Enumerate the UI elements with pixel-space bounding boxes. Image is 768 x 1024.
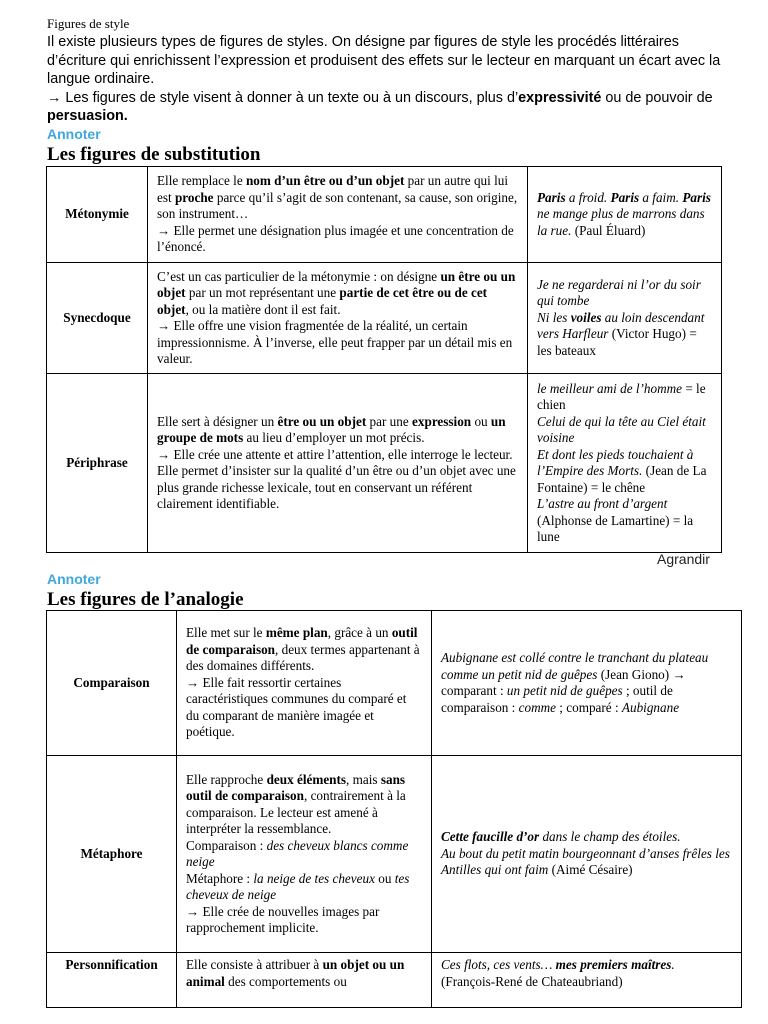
text-run: .: [671, 957, 675, 972]
intro-p2-persuasion: persuasion.: [47, 108, 128, 124]
text-run: , contrairement à la comparaison. Le lecteur est amené à interpréter la ressemblance.: [186, 788, 406, 836]
text-run: (Paul Éluard): [571, 222, 646, 238]
text-run: , ou la matière dont il est fait.: [185, 301, 341, 317]
text-run: partie de cet être ou de cet objet: [157, 285, 488, 317]
text-run: (Jean Giono) → comparant :: [441, 666, 686, 698]
term-cell: Périphrase: [47, 374, 148, 553]
table-row: [47, 756, 742, 953]
text-run: tes cheveux de neige: [186, 870, 410, 902]
description-cell: [148, 263, 528, 374]
text-run: nom d’un être ou d’un objet: [245, 173, 405, 189]
table-row: [47, 167, 722, 263]
text-run: proche: [174, 189, 214, 205]
intro-p2-text: → Les figures de style visent à donner à un texte ou à un discours, plus d’: [47, 89, 519, 106]
intro-p2-text-2: ou de pouvoir de: [601, 89, 713, 106]
text-run: ou: [374, 870, 395, 886]
text-run: un objet ou un animal: [186, 957, 405, 989]
section-title-substitution: Les figures de substitution: [47, 144, 261, 165]
text-run: Métaphore :: [186, 870, 254, 886]
table-substitution: [46, 166, 722, 553]
intro-p2-expressivite: expressivité: [518, 89, 602, 106]
text-run: par un autre qui lui est: [157, 173, 509, 205]
agrandir-link[interactable]: Agrandir: [657, 551, 710, 567]
table-row: [47, 263, 722, 374]
text-run: = le chien: [537, 380, 706, 412]
example-cell: [528, 167, 722, 263]
term-cell: Comparaison: [47, 611, 177, 756]
text-run: dans le champ des étoiles.: [539, 829, 681, 845]
description-cell: [177, 953, 432, 1008]
text-run: (François-René de Chateaubriand): [441, 973, 623, 989]
text-run: Comparaison :: [186, 837, 267, 853]
text-run: des cheveux blancs comme neige: [186, 837, 409, 869]
text-run: Paris: [610, 189, 640, 205]
text-run: , deux termes appartenant à des domaines différents.: [186, 641, 420, 674]
text-run: C’est un cas particulier de la métonymie : on désigne: [157, 268, 441, 284]
section-title-analogie: Les figures de l’analogie: [47, 589, 244, 610]
text-run: le meilleur ami de l’homme: [537, 380, 683, 396]
text-run: expression: [412, 413, 472, 429]
text-run: → Elle permet une désignation plus imagée et une concentration de l’énoncé.: [157, 222, 514, 255]
text-run: ; outil de comparaison :: [441, 683, 673, 715]
table-analogie: [46, 610, 742, 1008]
table-row: [47, 374, 722, 553]
term-cell: Synecdoque: [47, 263, 148, 374]
text-run: Aubignane: [621, 699, 680, 715]
description-cell: [177, 756, 432, 953]
text-run: Paris: [537, 189, 566, 205]
example-cell: [528, 263, 722, 374]
description-cell: [148, 167, 528, 263]
text-run: ne mange plus de marrons dans la rue.: [537, 206, 705, 238]
example-cell: [432, 611, 742, 756]
example-cell: [432, 953, 742, 1008]
text-run: au lieu d’employer un mot précis.: [243, 430, 425, 445]
text-run: Elle rapproche: [186, 771, 267, 787]
text-run: → Elle offre une vision fragmentée de la réalité, un certain impressionnisme. À l’inverse, elle peut frapper par un détail mis en valeur.: [157, 318, 513, 366]
text-run: Ni les: [537, 309, 571, 325]
term-cell: Métonymie: [47, 167, 148, 263]
text-run: Au bout du petit matin bourgeonnant d’anses frêles les Antilles qui ont faim: [441, 845, 730, 878]
table-row: [47, 953, 742, 1008]
intro-text: [47, 33, 727, 126]
table-row: [47, 611, 742, 756]
text-run: un petit nid de guêpes: [506, 683, 623, 698]
text-run: Aubignane est collé contre le tranchant du plateau comme un petit nid de guêpes: [441, 650, 709, 682]
text-run: la neige de tes cheveux: [253, 870, 375, 886]
text-run: Elle met sur le: [186, 625, 266, 641]
text-run: Elle remplace le: [157, 173, 246, 189]
text-run: Ces flots, ces vents…: [441, 957, 556, 972]
text-run: des comportements ou: [224, 973, 347, 989]
text-run: mes premiers maîtres: [555, 957, 672, 972]
text-run: comme: [518, 699, 556, 715]
text-run: (Victor Hugo) = les bateaux: [537, 326, 697, 358]
example-cell: [528, 374, 722, 553]
text-run: Celui de qui la tête au Ciel était voisine: [537, 413, 706, 445]
text-run: Je ne regarderai ni l’or du soir qui tombe: [537, 276, 701, 309]
text-run: ou: [471, 413, 491, 429]
text-run: L’astre au front d’argent: [537, 496, 668, 511]
term-cell: Métaphore: [47, 756, 177, 953]
text-run: → Elle crée de nouvelles images par rapprochement implicite.: [186, 903, 380, 935]
text-run: Et dont les pieds touchaient à l’Empire des Morts.: [537, 446, 694, 478]
text-run: même plan: [265, 625, 328, 641]
text-run: Elle consiste à attribuer à: [186, 957, 323, 972]
description-cell: [177, 611, 432, 756]
intro-paragraph-2: [47, 89, 727, 126]
text-run: deux éléments: [266, 771, 347, 787]
text-run: , grâce à un: [327, 625, 392, 641]
term-cell: Personnification: [47, 953, 177, 1008]
annoter-link-2[interactable]: Annoter: [47, 571, 101, 587]
text-run: ; comparé :: [556, 699, 622, 715]
text-run: un être ou un objet: [157, 268, 516, 300]
text-run: (Aimé Césaire): [548, 862, 633, 878]
annoter-link-1[interactable]: Annoter: [47, 126, 101, 142]
text-run: au loin descendant vers Harfleur: [537, 309, 705, 342]
text-run: outil de comparaison: [186, 625, 418, 657]
text-run: Paris: [682, 189, 711, 205]
text-run: → Elle fait ressortir certaines caractéristiques communes du comparé et du comparant de manière imagée et poétique.: [186, 674, 407, 740]
text-run: a froid.: [565, 189, 611, 205]
page-kicker: Figures de style: [47, 16, 130, 31]
text-run: être ou un objet: [277, 413, 367, 429]
text-run: , mais: [346, 771, 381, 787]
text-run: (Jean de La Fontaine) = le chêne: [537, 463, 707, 495]
example-cell: [432, 756, 742, 953]
text-run: → Elle crée une attente et attire l’attention, elle interroge le lecteur. Elle permet d’insister sur la qualité d’un être ou d’un objet avec une plus grande richesse lexicale, tout en conservant un référent clairement identifiable.: [157, 446, 516, 511]
text-run: (Alphonse de Lamartine) = la lune: [537, 512, 694, 544]
text-run: par une: [366, 413, 413, 429]
text-run: un groupe de mots: [157, 413, 506, 445]
text-run: Elle sert à désigner un: [157, 413, 278, 429]
text-run: sans outil de comparaison: [186, 771, 406, 803]
text-run: Cette faucille d’or: [441, 829, 540, 845]
text-run: a faim.: [639, 189, 683, 205]
intro-paragraph-1: Il existe plusieurs types de figures de styles. On désigne par figures de style les procédés littéraires d’écriture qui enrichissent l’expression et produisent des effets sur le lecteur en marquant un écart avec la langue ordinaire.: [47, 34, 721, 87]
text-run: par un mot représentant une: [185, 285, 340, 300]
text-run: parce qu’il s’agit de son contenant, sa cause, son origine, son instrument…: [157, 189, 518, 222]
description-cell: [148, 374, 528, 553]
text-run: voiles: [570, 309, 602, 325]
